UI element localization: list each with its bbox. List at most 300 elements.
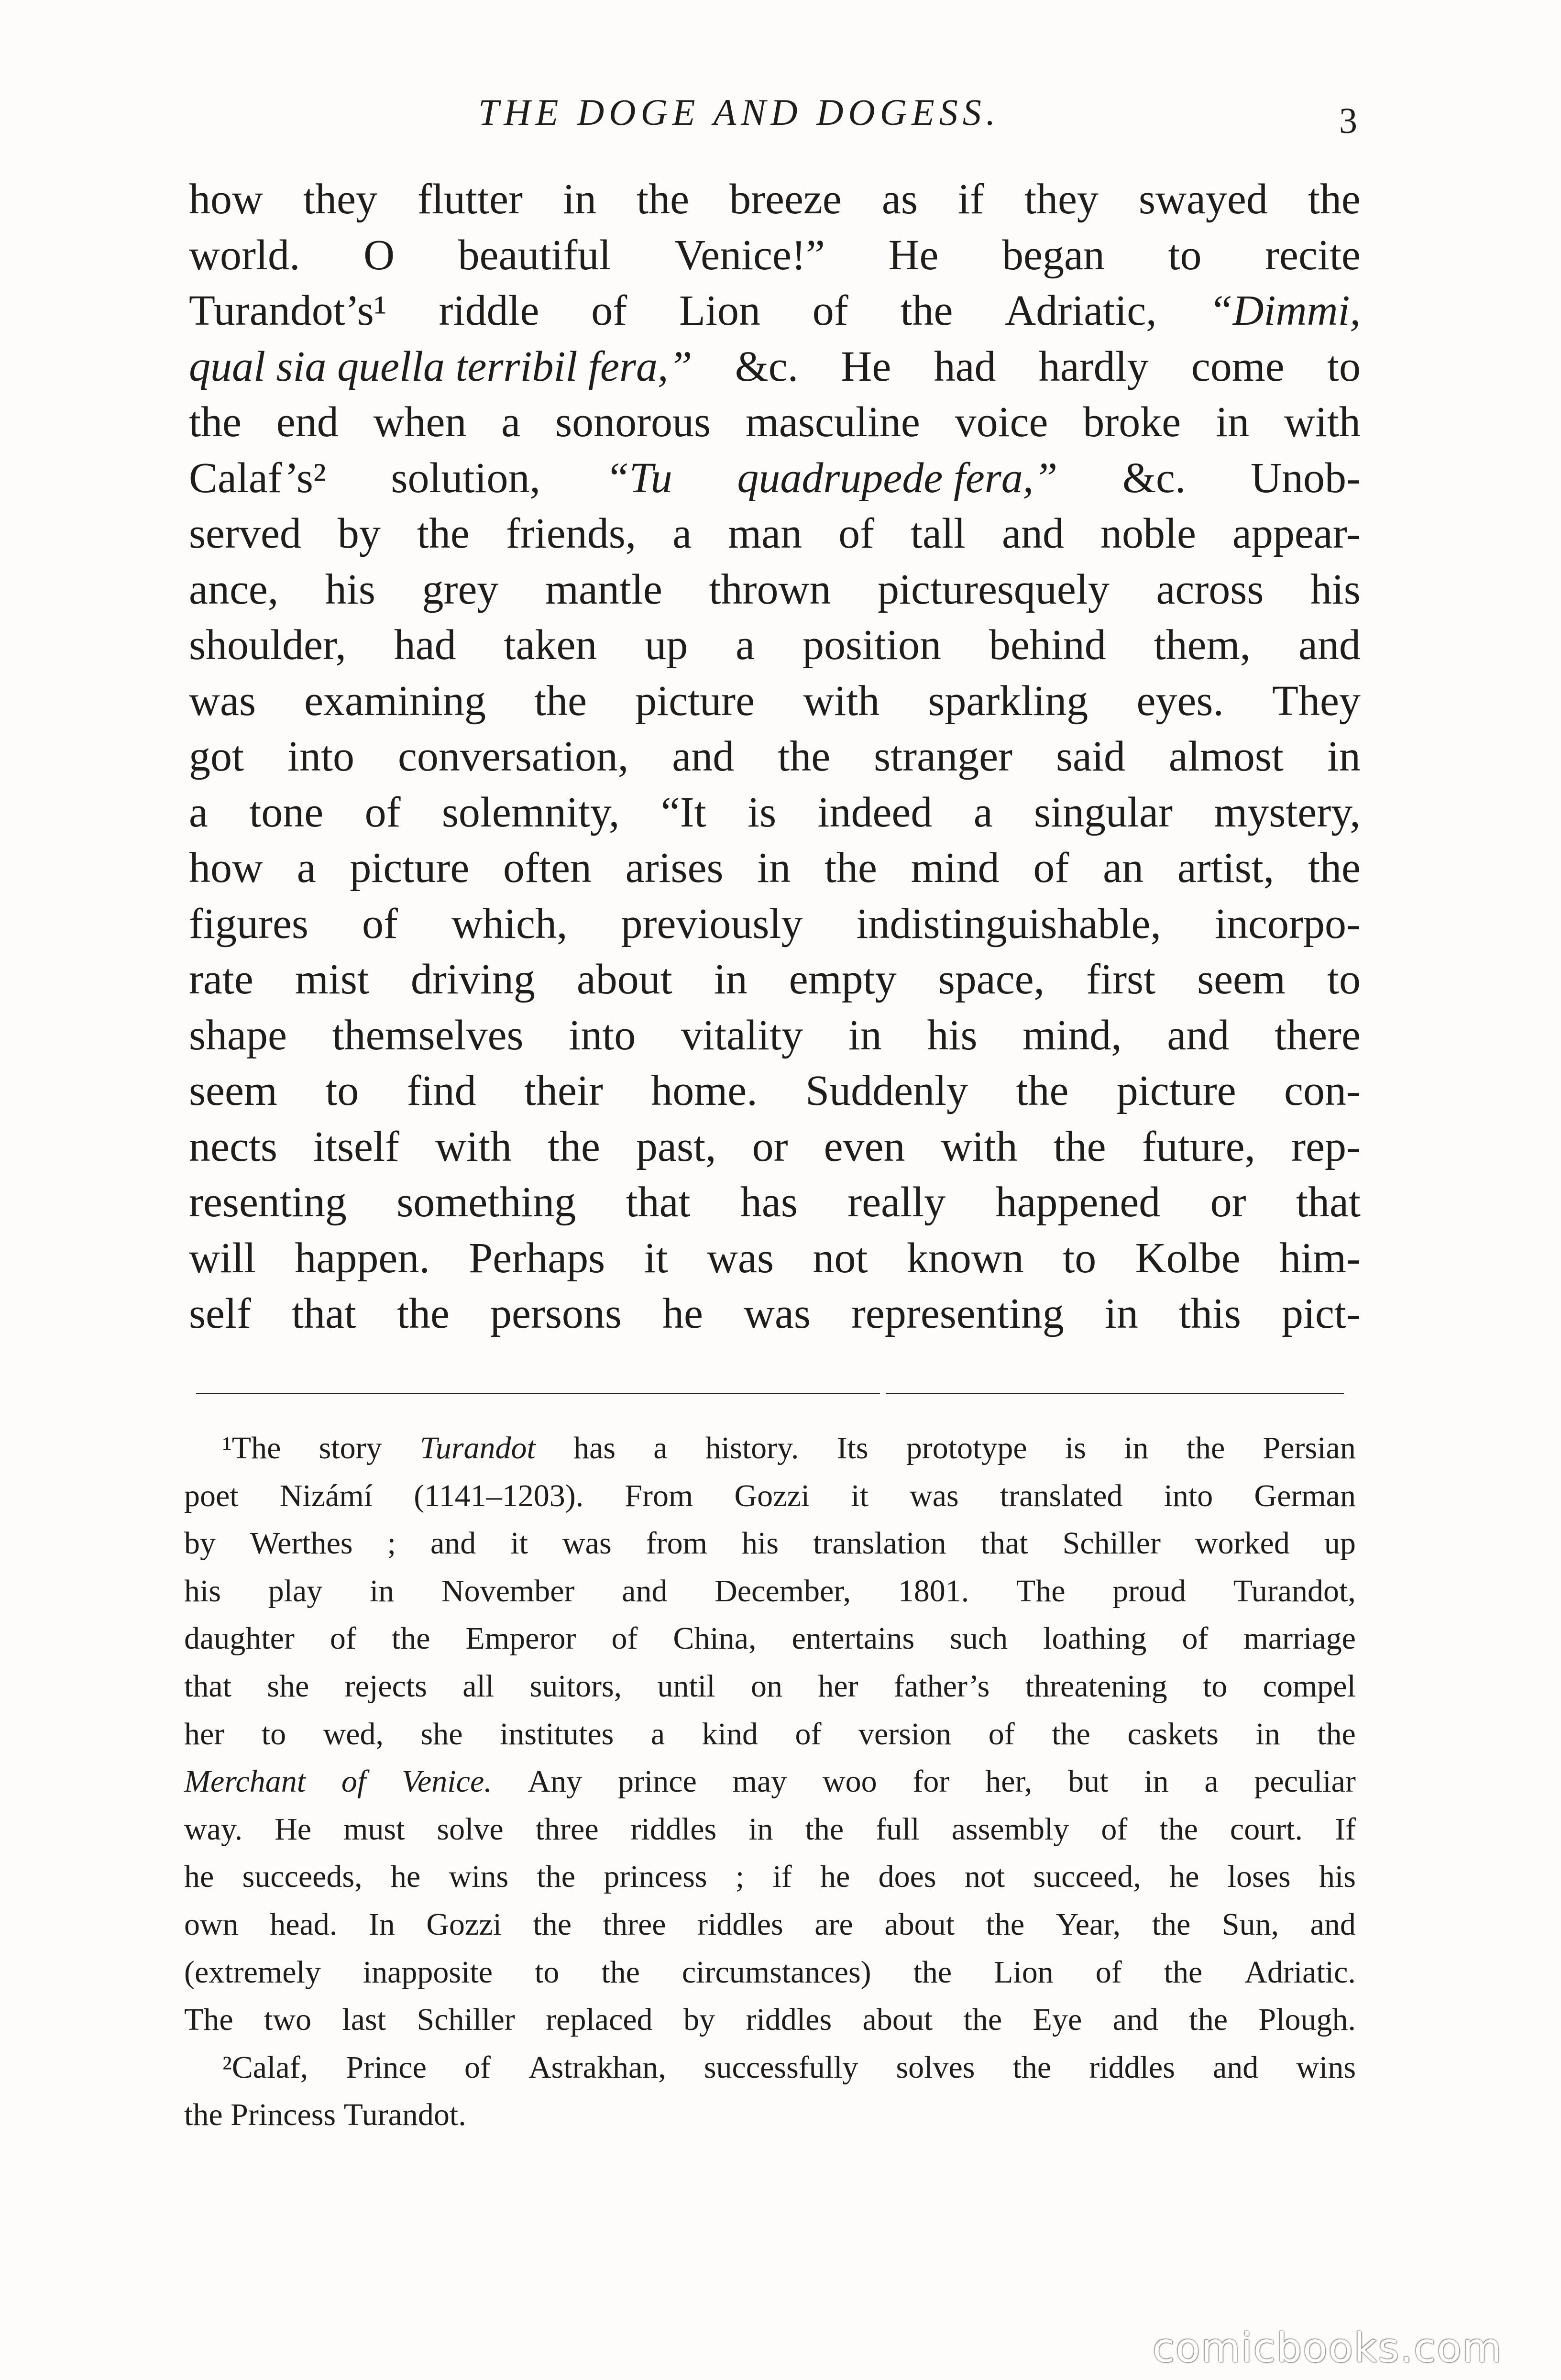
word: how: [189, 844, 263, 892]
word: mind: [911, 844, 1000, 892]
footnote-word: riddles: [746, 2002, 832, 2038]
body-line: [189, 843, 1361, 899]
word: of: [364, 788, 401, 836]
footnote-word: (1141–1203).: [414, 1478, 584, 1513]
word: empty: [789, 956, 897, 1003]
footnote-word: the: [537, 1859, 576, 1895]
word: the: [396, 1290, 450, 1337]
footnote-word: all: [462, 1668, 495, 1704]
word: the: [900, 287, 953, 334]
word: persons: [490, 1290, 622, 1337]
word: really: [847, 1179, 946, 1226]
word: find: [407, 1067, 476, 1114]
word: they: [1024, 176, 1099, 223]
word: a: [672, 510, 692, 557]
footnote-word: Emperor: [465, 1621, 576, 1656]
footnote-word: until: [657, 1668, 715, 1704]
word: into: [287, 733, 354, 780]
word: by: [337, 510, 381, 557]
footnote-word: worked: [1195, 1526, 1290, 1561]
body-line: [189, 732, 1361, 788]
word: of: [812, 287, 848, 334]
body-line: [189, 1178, 1361, 1234]
footnote-word: her: [818, 1668, 858, 1704]
word: resenting: [189, 1179, 347, 1226]
footnote-word: and: [1212, 2049, 1259, 2085]
footnote-word: way.: [184, 1811, 243, 1847]
word: in: [563, 176, 597, 223]
footnote-word: translated: [1000, 1478, 1123, 1513]
word: and: [672, 733, 735, 780]
word: future,: [1142, 1123, 1256, 1170]
footnote-word: wins: [449, 1859, 509, 1895]
word: to: [1063, 1234, 1097, 1282]
footnote-word: three: [535, 1811, 599, 1847]
footnote-word: if: [772, 1859, 792, 1895]
word: his: [325, 565, 375, 613]
word: tone: [249, 788, 324, 836]
body-line: [189, 509, 1361, 565]
word: if: [957, 176, 984, 223]
footnote-word: the: [986, 1906, 1025, 1942]
word: They: [1272, 677, 1361, 725]
footnote-word: Princess: [231, 2097, 344, 2133]
footnote-word: up: [1324, 1526, 1356, 1561]
footnote-word: The: [184, 2002, 233, 2038]
word: began: [1002, 231, 1105, 279]
word: or: [752, 1123, 788, 1170]
word: the: [548, 1123, 600, 1170]
footnote-word: December,: [715, 1573, 851, 1609]
word: past,: [636, 1123, 716, 1170]
word: happen.: [295, 1234, 430, 1282]
word: mantle: [545, 565, 662, 613]
footnote-word: to: [261, 1716, 286, 1752]
footnote-word: Lion: [994, 1954, 1054, 1990]
footnote-word: version: [858, 1716, 952, 1752]
footnote-word: in: [1124, 1431, 1149, 1465]
body-line: [189, 899, 1361, 955]
footnote-word: of: [1182, 1621, 1209, 1656]
footnote-word: the: [184, 2097, 231, 2133]
footnote-word: but: [1068, 1764, 1109, 1799]
footnote-word: he: [1169, 1859, 1199, 1895]
footnote-word: riddles: [1089, 2049, 1175, 2085]
body-line: [189, 342, 1361, 398]
word: indeed: [817, 788, 933, 836]
footnote-word: poet: [184, 1478, 239, 1513]
footnote-word: of: [1095, 1954, 1122, 1990]
word: a: [189, 788, 208, 836]
page-number: 3: [1339, 101, 1357, 141]
footnote-word: history.: [705, 1431, 799, 1465]
footnote-word: not: [964, 1859, 1005, 1895]
word: pict-: [1281, 1290, 1361, 1337]
footnote-word: riddles: [630, 1811, 717, 1847]
word: nects: [189, 1123, 277, 1170]
word: with: [435, 1123, 512, 1170]
word: them,: [1154, 621, 1251, 669]
word: in: [714, 956, 748, 1003]
footnote-word: for: [912, 1764, 950, 1799]
word: the: [417, 510, 470, 557]
body-line: [189, 676, 1361, 732]
word: rep-: [1291, 1123, 1361, 1170]
word: to: [325, 1067, 359, 1114]
footnote-word: Nizámí: [279, 1478, 373, 1513]
footnote-word: in: [748, 1811, 773, 1847]
footnote-word: Year,: [1055, 1906, 1121, 1942]
footnote-word: own: [184, 1906, 239, 1942]
word: solemnity,: [441, 788, 620, 836]
footnote-word: the: [1159, 1811, 1198, 1847]
footnote-word: woo: [823, 1764, 877, 1799]
word: self: [189, 1290, 251, 1337]
word: in: [848, 1011, 882, 1059]
word: recite: [1265, 231, 1361, 279]
word: of: [362, 900, 398, 948]
word: often: [503, 844, 592, 892]
word: up: [645, 621, 688, 669]
footnote-word: on: [750, 1668, 782, 1704]
footnote-word: of: [611, 1621, 638, 1656]
footnote-word: From: [625, 1478, 693, 1513]
footnote-word: ;: [387, 1526, 396, 1561]
word: his: [927, 1011, 978, 1059]
word: or: [1210, 1179, 1246, 1226]
word: solution,: [391, 454, 541, 502]
footnote-word: compel: [1263, 1668, 1356, 1704]
footnote-word: peculiar: [1254, 1764, 1356, 1799]
footnote-word: he: [390, 1859, 421, 1895]
footnote-line: [184, 1620, 1356, 1668]
word: that: [626, 1179, 691, 1226]
footnote-word: the: [913, 1954, 952, 1990]
footnote-word: ;: [735, 1859, 745, 1895]
word: eyes.: [1136, 677, 1224, 725]
word: was: [189, 677, 256, 725]
footnote-word: and: [622, 1573, 668, 1609]
word: come: [1191, 342, 1285, 390]
word: first: [1086, 956, 1156, 1003]
word: and: [1167, 1011, 1230, 1059]
word: &c.: [735, 342, 799, 390]
word: position: [802, 621, 941, 669]
footnote-word: the: [391, 1621, 430, 1656]
footnote-word: Gozzi: [734, 1478, 810, 1513]
footnote-line: [184, 1478, 1356, 1526]
word: picture: [635, 677, 755, 725]
footnote-word: by: [184, 1526, 216, 1561]
footnote-word: suitors,: [529, 1668, 622, 1704]
word: singular: [1033, 788, 1173, 836]
word: happened: [995, 1179, 1161, 1226]
word: sparkling: [928, 677, 1088, 725]
footnote-word: to: [535, 1954, 560, 1990]
word: a: [736, 621, 755, 669]
word: to: [1327, 342, 1361, 390]
word: shape: [189, 1011, 287, 1059]
word: themselves: [332, 1011, 524, 1059]
footnote-word: her: [184, 1716, 225, 1752]
footnote-word: into: [1164, 1478, 1213, 1513]
footnote-word: to: [1202, 1668, 1228, 1704]
word: hardly: [1038, 342, 1149, 390]
footnote-word: three: [603, 1906, 666, 1942]
body-line: [189, 620, 1361, 676]
word: in: [1104, 1290, 1138, 1337]
word: seem: [189, 1067, 277, 1114]
word: had: [934, 342, 996, 390]
word: served: [189, 510, 301, 557]
footnote-word: entertains: [791, 1621, 915, 1656]
word: he: [662, 1290, 703, 1337]
footnote-word: Plough.: [1258, 2002, 1356, 2038]
word: even: [824, 1123, 905, 1170]
word: arises: [625, 844, 724, 892]
footnote-word: Turandot,: [1233, 1573, 1356, 1609]
word: about: [576, 956, 672, 1003]
word: examining: [304, 677, 486, 725]
footnote-line: [184, 2002, 1356, 2049]
word: into: [569, 1011, 636, 1059]
footnote-word: and: [430, 1526, 476, 1561]
word: a: [297, 844, 316, 892]
footnote-word: head.: [270, 1906, 338, 1942]
body-line: [189, 788, 1361, 844]
word: representing: [851, 1290, 1064, 1337]
footnote-word: last: [342, 2002, 386, 2038]
word: the: [778, 733, 831, 780]
word: previously: [621, 900, 803, 948]
word: grey: [422, 565, 499, 613]
word: “Dimmi,: [1209, 287, 1361, 334]
word: to: [1168, 231, 1202, 279]
word: taken: [504, 621, 597, 669]
footnote-word: a: [650, 1716, 665, 1752]
footnote-word: replaced: [546, 2002, 653, 2038]
footnote-word: that: [980, 1526, 1028, 1561]
footnote-word: He: [275, 1811, 312, 1847]
footnote-word: Its: [836, 1431, 868, 1465]
word: how: [189, 176, 263, 223]
footnote-word: Prince: [346, 2049, 427, 2085]
body-line: [189, 286, 1361, 342]
footnote-word: by: [683, 2002, 715, 2038]
word: is: [748, 788, 777, 836]
word: of: [1033, 844, 1069, 892]
word: Lion: [679, 287, 760, 334]
word: appear-: [1232, 510, 1361, 557]
footnote-word: and: [1310, 1906, 1356, 1942]
word: riddle: [439, 287, 539, 334]
word: shoulder,: [189, 621, 346, 669]
word: mystery,: [1214, 788, 1361, 836]
footnote-word: the: [963, 2002, 1002, 2038]
footnote-word: daughter: [184, 1621, 295, 1656]
footnote-word: successfully: [704, 2049, 858, 2085]
word: not: [813, 1234, 868, 1282]
word: swayed: [1138, 176, 1268, 223]
word: there: [1275, 1011, 1361, 1059]
word: incorpo-: [1215, 900, 1361, 948]
footnote-word: is: [1065, 1431, 1086, 1465]
footnote-word: it: [851, 1478, 868, 1513]
footnote-word: prince: [617, 1764, 697, 1799]
footnote-word: such: [950, 1621, 1008, 1656]
word: to: [1327, 956, 1361, 1003]
footnote-line: [184, 1525, 1356, 1573]
word: the: [1016, 1067, 1069, 1114]
body-line: [189, 1011, 1361, 1067]
word: and: [1298, 621, 1361, 669]
word: breeze: [729, 176, 842, 223]
footnote-line: [184, 1573, 1356, 1621]
word: their: [524, 1067, 603, 1114]
footnote-word: Adriatic.: [1244, 1954, 1356, 1990]
word: picture: [1116, 1067, 1236, 1114]
body-line: [189, 1289, 1361, 1345]
footnote-word: rejects: [344, 1668, 427, 1704]
footnote-rule-right: [886, 1393, 1344, 1394]
word: the: [1308, 844, 1361, 892]
footnote-line: [184, 1859, 1356, 1906]
footnote-word: of: [1101, 1811, 1128, 1847]
footnote-word: Turandot.: [343, 2097, 466, 2133]
word: Perhaps: [469, 1234, 605, 1282]
footnote-word: court.: [1230, 1811, 1303, 1847]
footnote-word: was: [910, 1478, 959, 1513]
word: O: [363, 231, 395, 279]
footnote-word: succeed,: [1033, 1859, 1141, 1895]
word: “It: [660, 788, 706, 836]
footnote-word: Sun,: [1221, 1906, 1279, 1942]
word: “Tu: [605, 454, 672, 502]
footnote-word: are: [814, 1906, 853, 1942]
footnote-word: If: [1334, 1811, 1356, 1847]
footnote-word: prototype: [906, 1431, 1027, 1465]
footnote-word: wins: [1296, 2049, 1356, 2085]
footnote-word: princess: [604, 1859, 707, 1895]
footnote-rule-left: [196, 1393, 880, 1394]
body-line: [189, 397, 1361, 453]
body-line: [189, 1066, 1361, 1122]
word: ance,: [189, 565, 279, 613]
word: seem: [1197, 956, 1286, 1003]
word: an: [1103, 844, 1144, 892]
footnote-word: circumstances): [682, 1954, 871, 1990]
footnote-word: Eye: [1033, 2002, 1082, 2038]
footnote-word: marriage: [1243, 1621, 1356, 1656]
word: which,: [451, 900, 568, 948]
footnote-word: In: [368, 1906, 395, 1942]
word: it: [644, 1234, 668, 1282]
word: figures: [189, 900, 308, 948]
footnote-word: Turandot: [419, 1431, 536, 1465]
word: that: [291, 1290, 356, 1337]
footnote-word: November: [441, 1573, 575, 1609]
word: stranger: [874, 733, 1012, 780]
body-line: [189, 231, 1361, 286]
footnote-word: institutes: [500, 1716, 614, 1752]
body-text: [189, 175, 1361, 1345]
footnote-line: [184, 1954, 1356, 2002]
footnote-word: Schiller: [1062, 1526, 1161, 1561]
word: will: [189, 1234, 256, 1282]
word: broke: [1083, 398, 1181, 446]
body-line: [189, 565, 1361, 621]
body-line: [189, 955, 1361, 1011]
word: with: [1284, 398, 1361, 446]
word: Unob-: [1251, 454, 1361, 502]
footnote-word: the: [1052, 1716, 1090, 1752]
footnote-word: kind: [702, 1716, 758, 1752]
word: masculine: [745, 398, 920, 446]
footnote-word: a: [1204, 1764, 1219, 1799]
footnote-word: inapposite: [363, 1954, 493, 1990]
footnote-word: the: [1317, 1716, 1356, 1752]
word: Venice!”: [674, 231, 825, 279]
word: Calaf’s²: [189, 454, 326, 502]
footnote-word: assembly: [951, 1811, 1069, 1847]
footnote-word: of: [330, 1621, 356, 1656]
word: Kolbe: [1135, 1234, 1241, 1282]
word: beautiful: [458, 231, 611, 279]
footnote-word: was: [562, 1526, 612, 1561]
footnote-word: the: [533, 1906, 572, 1942]
word: in: [1327, 733, 1361, 780]
footnote-word: that: [184, 1668, 231, 1704]
footnote-word: she: [420, 1716, 463, 1752]
word: in: [757, 844, 791, 892]
word: qual sia quella terribil fera,”: [189, 342, 693, 390]
word: man: [728, 510, 802, 557]
word: the: [637, 176, 690, 223]
word: con-: [1284, 1067, 1361, 1114]
footnote-word: loses: [1227, 1859, 1291, 1895]
footnote-word: the: [601, 1954, 640, 1990]
word: picture: [350, 844, 470, 892]
word: world.: [189, 231, 300, 279]
word: end: [276, 398, 339, 446]
footnote-word: caskets: [1127, 1716, 1219, 1752]
word: voice: [955, 398, 1048, 446]
word: said: [1055, 733, 1125, 780]
footnote-word: solves: [896, 2049, 975, 2085]
word: that: [1296, 1179, 1361, 1226]
footnote-word: of: [988, 1716, 1015, 1752]
footnote-word: Merchant: [184, 1764, 306, 1799]
footnote-word: two: [264, 2002, 312, 2038]
footnote-word: must: [343, 1811, 405, 1847]
footnote-word: she: [267, 1668, 309, 1704]
word: He: [888, 231, 939, 279]
footnote-word: from: [646, 1526, 707, 1561]
footnote-word: his: [1319, 1859, 1356, 1895]
footnote-word: of: [341, 1764, 366, 1799]
footnote-word: translation: [813, 1526, 946, 1561]
footnote-line: [184, 1763, 1356, 1811]
word: tall: [911, 510, 966, 557]
footnote-word: full: [876, 1811, 920, 1847]
footnote-line: [184, 1811, 1356, 1859]
footnote-word: about: [884, 1906, 955, 1942]
footnote-word: of: [795, 1716, 822, 1752]
footnote-word: in: [1255, 1716, 1280, 1752]
footnote-word: a: [653, 1431, 668, 1465]
footnote-word: threatening: [1025, 1668, 1167, 1704]
word: with: [803, 677, 880, 725]
